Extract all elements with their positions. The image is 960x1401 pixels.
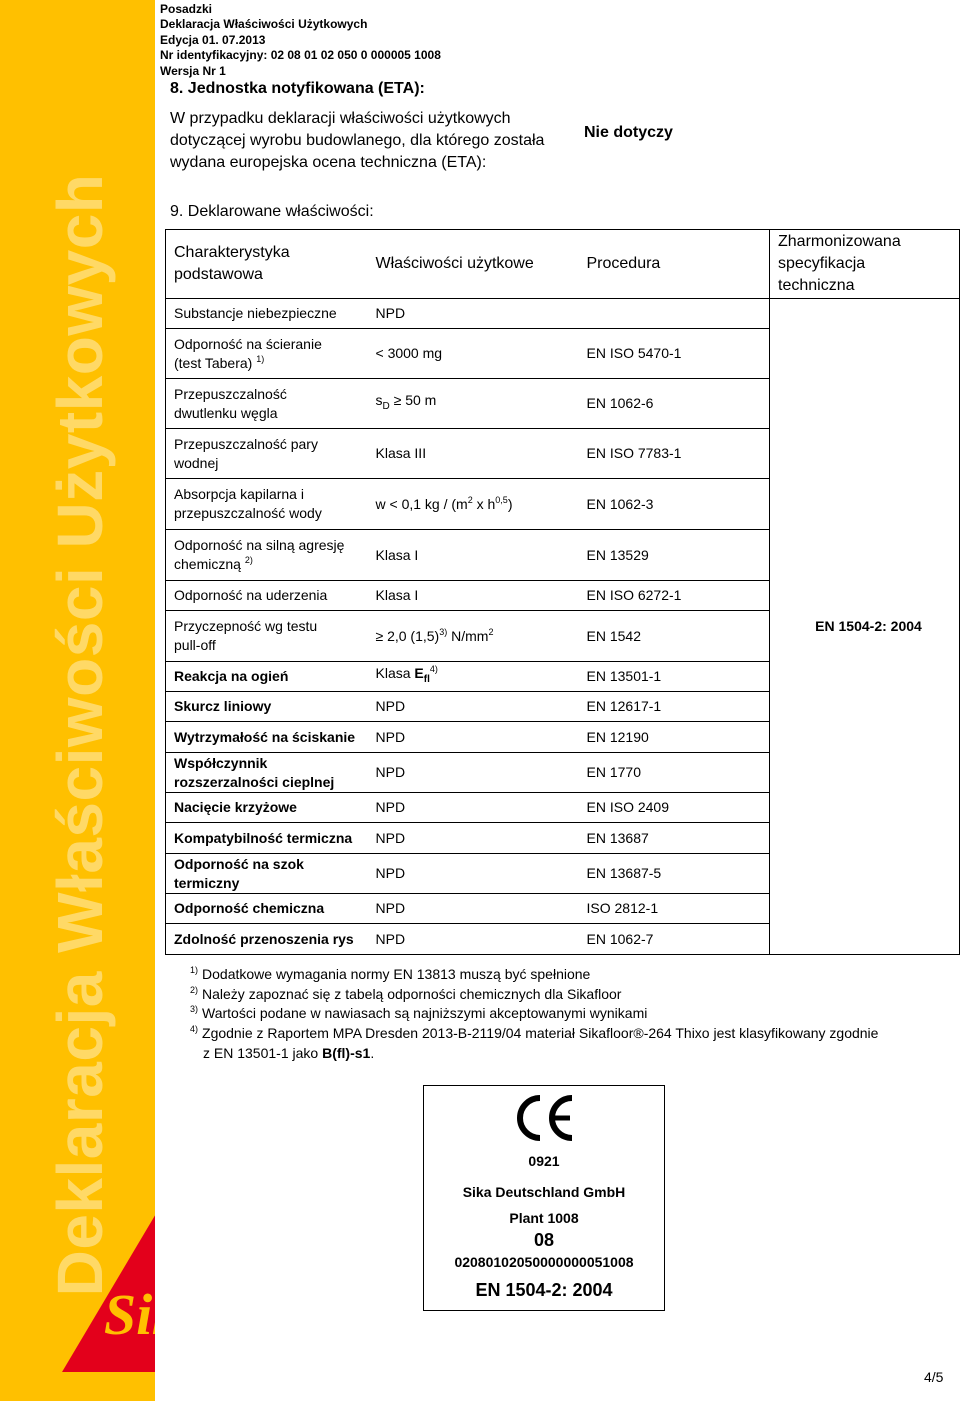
- logo-wordmark: Sika: [103, 1282, 211, 1347]
- text-line: Odporność na uderzenia: [174, 587, 328, 603]
- text-line: przepuszczalność wody: [174, 505, 322, 521]
- footnote-text: .: [370, 1045, 375, 1061]
- header-procedure: Procedura: [579, 230, 770, 299]
- spec-value: EN 1504-2: 2004: [815, 618, 922, 634]
- row-performance: NPD: [368, 894, 579, 924]
- header-spec: [770, 230, 960, 299]
- header-category: Posadzki: [160, 2, 213, 16]
- row-performance: NPD: [368, 753, 579, 793]
- row-procedure: EN ISO 2409: [579, 793, 770, 823]
- row-performance: NPD: [368, 299, 579, 329]
- table-row: [166, 299, 960, 329]
- subscript: D: [382, 400, 390, 412]
- footnote-text: Zgodnie z Raportem MPA Dresden 2013-B-2119/04 materiał Sikafloor®-264 Thixo jest klasyfikowany zgodnie: [202, 1025, 879, 1041]
- row-characteristic: [166, 299, 368, 329]
- footnote-mark: 1): [190, 965, 199, 975]
- row-characteristic: [166, 611, 368, 662]
- row-performance: [368, 379, 579, 429]
- text-line: (test Tabera): [174, 354, 253, 371]
- row-characteristic: [166, 329, 368, 379]
- row-procedure: EN ISO 6272-1: [579, 581, 770, 611]
- text-line: specyfikacja: [778, 255, 866, 272]
- footnote-text: B(fl)-s1: [322, 1045, 371, 1061]
- row-characteristic: [166, 753, 368, 793]
- spec-cell: [770, 299, 960, 955]
- ce-marking-box: [423, 1085, 665, 1311]
- row-procedure: [579, 299, 770, 329]
- text-line: Zharmonizowana: [778, 233, 901, 250]
- row-characteristic: [166, 479, 368, 530]
- header-edition: Edycja 01. 07.2013: [160, 32, 266, 47]
- row-procedure: EN 1770: [579, 753, 770, 793]
- row-characteristic: [166, 662, 368, 692]
- footnote-text: Wartości podane w nawiasach są najniższymi akceptowanymi wynikami: [202, 1005, 648, 1021]
- text-line: dwutlenku węgla: [174, 404, 278, 421]
- row-characteristic: [166, 581, 368, 611]
- text-line: wodnej: [174, 454, 219, 471]
- text-part: N/mm: [447, 627, 489, 644]
- row-performance: NPD: [368, 793, 579, 823]
- text-part: x h: [472, 495, 496, 512]
- row-performance: NPD: [368, 823, 579, 854]
- performance-value: [375, 392, 437, 412]
- header-performance: Właściwości użytkowe: [368, 230, 579, 299]
- row-characteristic: [166, 692, 368, 722]
- text-line: podstawowa: [174, 266, 263, 283]
- superscript: 3): [439, 626, 448, 637]
- text-line: Absorpcja kapilarna i: [174, 486, 304, 502]
- text-line: rozszerzalności cieplnej: [174, 773, 335, 790]
- text-part: s: [375, 392, 383, 409]
- row-procedure: ISO 2812-1: [579, 894, 770, 924]
- sidebar-title: Deklaracja Właściwości Użytkowych: [44, 173, 116, 1297]
- row-procedure: EN 12190: [579, 722, 770, 753]
- row-procedure: EN 13687-5: [579, 854, 770, 894]
- footnote: [190, 1024, 878, 1045]
- subscript: fl: [423, 673, 430, 685]
- row-procedure: EN 12617-1: [579, 692, 770, 722]
- row-characteristic: [166, 854, 368, 894]
- row-procedure: EN 13687: [579, 823, 770, 854]
- row-performance: Klasa III: [368, 429, 579, 479]
- row-characteristic: [166, 924, 368, 955]
- text-part: Klasa: [375, 665, 415, 682]
- performance-value: [375, 664, 438, 685]
- ce-notified-body: 0921: [528, 1153, 560, 1169]
- row-performance: < 3000 mg: [368, 329, 579, 379]
- section8-text-line: W przypadku deklaracji właściwości użytkowych: [170, 110, 511, 127]
- text-line: Współczynnik: [174, 754, 268, 771]
- row-procedure: EN 1062-6: [579, 379, 770, 429]
- text-line: Substancje niebezpieczne: [174, 305, 337, 321]
- row-procedure: EN 13501-1: [579, 662, 770, 692]
- text-line: Nacięcie krzyżowe: [174, 799, 297, 815]
- text-line: termiczny: [174, 874, 240, 891]
- text-line: Kompatybilność termiczna: [174, 829, 353, 846]
- performance-value: [376, 628, 494, 644]
- page-number: 4/5: [924, 1369, 944, 1385]
- row-characteristic: [166, 793, 368, 823]
- section8-value: Nie dotyczy: [584, 124, 673, 141]
- footnote-mark: 3): [190, 1004, 199, 1014]
- row-performance: Klasa I: [368, 530, 579, 581]
- sika-logo: Sika ®: [62, 1212, 155, 1372]
- row-procedure: EN ISO 7783-1: [579, 429, 770, 479]
- footnote-ref: 2): [244, 555, 253, 565]
- text-line: Charakterystyka: [174, 244, 290, 261]
- footnote: [190, 1004, 647, 1025]
- text-line: Skurcz liniowy: [174, 698, 272, 714]
- text-line: Wytrzymałość na ściskanie: [174, 728, 356, 745]
- superscript: 4): [429, 664, 438, 675]
- row-characteristic: [166, 530, 368, 581]
- text-part: w < 0,1 kg / (m: [375, 495, 468, 512]
- row-performance: NPD: [368, 854, 579, 894]
- text-line-wrapper: [174, 354, 368, 373]
- row-characteristic: [166, 823, 368, 854]
- text-line: Odporność na szok: [174, 855, 304, 872]
- table-header-row: [166, 230, 960, 299]
- row-procedure: EN 1062-7: [579, 924, 770, 955]
- row-performance: NPD: [368, 722, 579, 753]
- row-performance: [368, 611, 579, 662]
- text-line: Reakcja na ogień: [174, 668, 289, 684]
- text-line: Przepuszczalność: [174, 385, 287, 402]
- row-performance: NPD: [368, 692, 579, 722]
- row-characteristic: [166, 722, 368, 753]
- row-performance: [368, 479, 579, 530]
- section9-title: 9. Deklarowane właściwości:: [170, 203, 374, 220]
- section8-title: 8. Jednostka notyfikowana (ETA):: [170, 80, 425, 97]
- section8-text-line: wydana europejska ocena techniczna (ETA):: [170, 154, 487, 171]
- section8-text-line: dotyczącej wyrobu budowlanego, dla którego została: [170, 132, 545, 149]
- text-line: Przyczepność wg testu: [174, 618, 318, 634]
- text-line: Zdolność przenoszenia rys: [174, 930, 354, 947]
- header-id-number: Nr identyfikacyjny: 02 08 01 02 050 0 000005 1008: [160, 48, 441, 63]
- footnote-ref: 1): [256, 353, 265, 364]
- text-line: chemiczną: [174, 556, 241, 572]
- superscript: 0,5: [495, 494, 508, 505]
- text-line: Przepuszczalność pary: [174, 435, 318, 452]
- footnote-continuation: [203, 1044, 374, 1063]
- row-characteristic: [166, 894, 368, 924]
- header-characteristic: [166, 230, 368, 299]
- row-procedure: EN 1542: [579, 611, 770, 662]
- ce-year: 08: [533, 1230, 555, 1250]
- text-part: E: [414, 665, 424, 682]
- footnote-text: z EN 13501-1 jako: [203, 1045, 323, 1061]
- ce-standard: EN 1504-2: 2004: [475, 1280, 613, 1300]
- text-part: ≥ 50 m: [389, 392, 437, 409]
- row-procedure: EN ISO 5470-1: [579, 329, 770, 379]
- footnote: [190, 985, 621, 1006]
- footnote-mark: 2): [190, 985, 199, 995]
- section8-text: [170, 108, 590, 174]
- properties-table: [165, 229, 960, 955]
- text-line: Odporność na silną agresję: [174, 537, 345, 553]
- footnote-text: Dodatkowe wymagania normy EN 13813 muszą być spełnione: [202, 966, 591, 982]
- row-performance: NPD: [368, 924, 579, 955]
- ce-plant: Plant 1008: [509, 1210, 579, 1226]
- performance-value: [376, 496, 513, 512]
- row-procedure: EN 1062-3: [579, 479, 770, 530]
- row-characteristic: [166, 379, 368, 429]
- row-characteristic: [166, 429, 368, 479]
- text-line: pull-off: [174, 637, 216, 653]
- text-line-wrapper: [174, 555, 368, 574]
- row-performance: [368, 662, 579, 692]
- footnote: [190, 965, 590, 986]
- ce-company: Sika Deutschland GmbH: [462, 1184, 626, 1200]
- document-header: [160, 2, 441, 79]
- header-version: Wersja Nr 1: [160, 63, 226, 78]
- superscript: 2: [488, 626, 494, 637]
- header-title: Deklaracja Właściwości Użytkowych: [160, 17, 368, 32]
- text-part: ): [507, 495, 513, 512]
- text-part: ≥ 2,0 (1,5): [375, 627, 440, 644]
- text-line: Odporność chemiczna: [174, 900, 325, 916]
- row-procedure: EN 13529: [579, 530, 770, 581]
- text-line: Odporność na ścieranie: [174, 335, 322, 352]
- ce-id-number: 02080102050000000051008: [454, 1254, 634, 1270]
- footnote-text: Należy zapoznać się z tabelą odporności chemicznych dla Sikafloor: [202, 986, 622, 1002]
- ce-mark-icon: [512, 1094, 576, 1142]
- footnote-mark: 4): [190, 1024, 199, 1034]
- superscript: 2: [467, 494, 473, 505]
- row-performance: Klasa I: [368, 581, 579, 611]
- text-line: techniczna: [778, 277, 855, 294]
